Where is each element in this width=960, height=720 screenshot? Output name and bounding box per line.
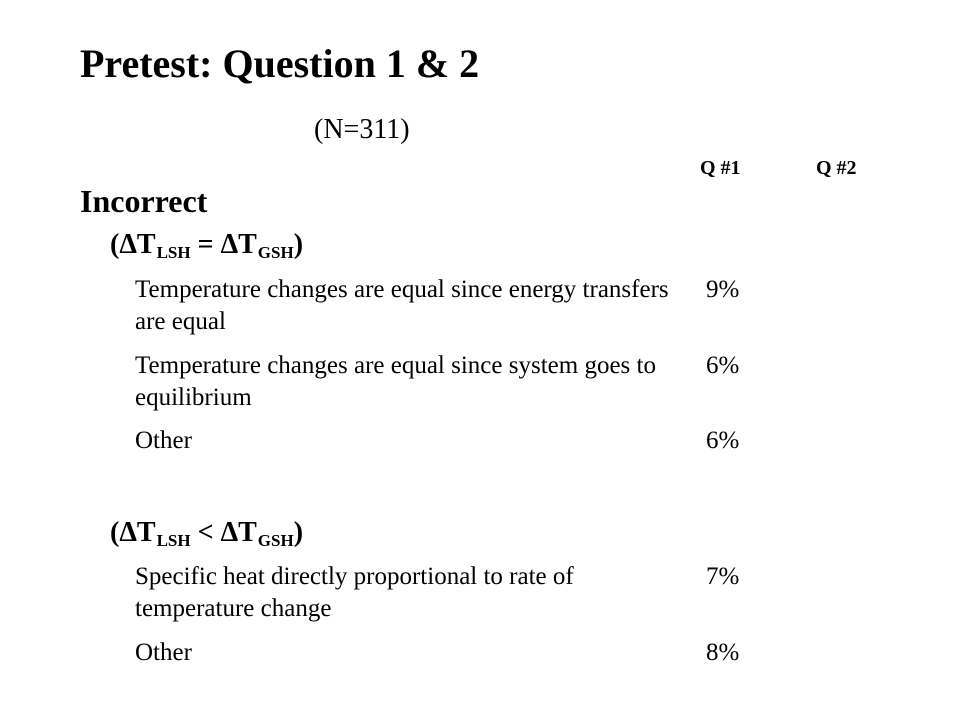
slide-title: Pretest: Question 1 & 2 [80, 41, 480, 86]
condition-right-delta: ΔT [220, 517, 257, 548]
condition-left-delta: ΔT [119, 517, 156, 548]
condition-close-paren: ) [293, 517, 304, 548]
section-heading-incorrect: Incorrect [80, 183, 208, 219]
response-item: Temperature changes are equal since system goes to equilibrium [135, 352, 656, 411]
condition-right-subscript: GSH [257, 243, 294, 262]
condition-operator: < [190, 517, 221, 548]
condition-left-subscript: LSH [156, 531, 191, 550]
response-item: Temperature changes are equal since energy transfers are equal [135, 276, 669, 335]
response-item: Other [135, 427, 192, 454]
response-q1-percent: 8% [706, 639, 740, 666]
response-q1-percent: 6% [706, 427, 740, 454]
column-header-q2: Q #2 [816, 157, 857, 179]
response-q1-percent: 7% [706, 563, 740, 590]
condition-operator: = [190, 229, 221, 260]
response-item: Other [135, 639, 192, 666]
condition-close-paren: ) [293, 229, 304, 260]
condition-equal [110, 228, 303, 265]
condition-left-subscript: LSH [156, 243, 191, 262]
condition-less-than [110, 516, 303, 553]
column-header-q1: Q #1 [700, 157, 741, 179]
condition-open-paren: ( [110, 517, 120, 548]
sample-size: (N=311) [314, 114, 410, 145]
response-q1-percent: 6% [706, 352, 740, 379]
condition-right-subscript: GSH [257, 531, 294, 550]
condition-open-paren: ( [110, 229, 120, 260]
condition-left-delta: ΔT [119, 229, 156, 260]
condition-right-delta: ΔT [220, 229, 257, 260]
response-item: Specific heat directly proportional to rate of temperature change [135, 563, 574, 622]
response-q1-percent: 9% [706, 276, 740, 303]
